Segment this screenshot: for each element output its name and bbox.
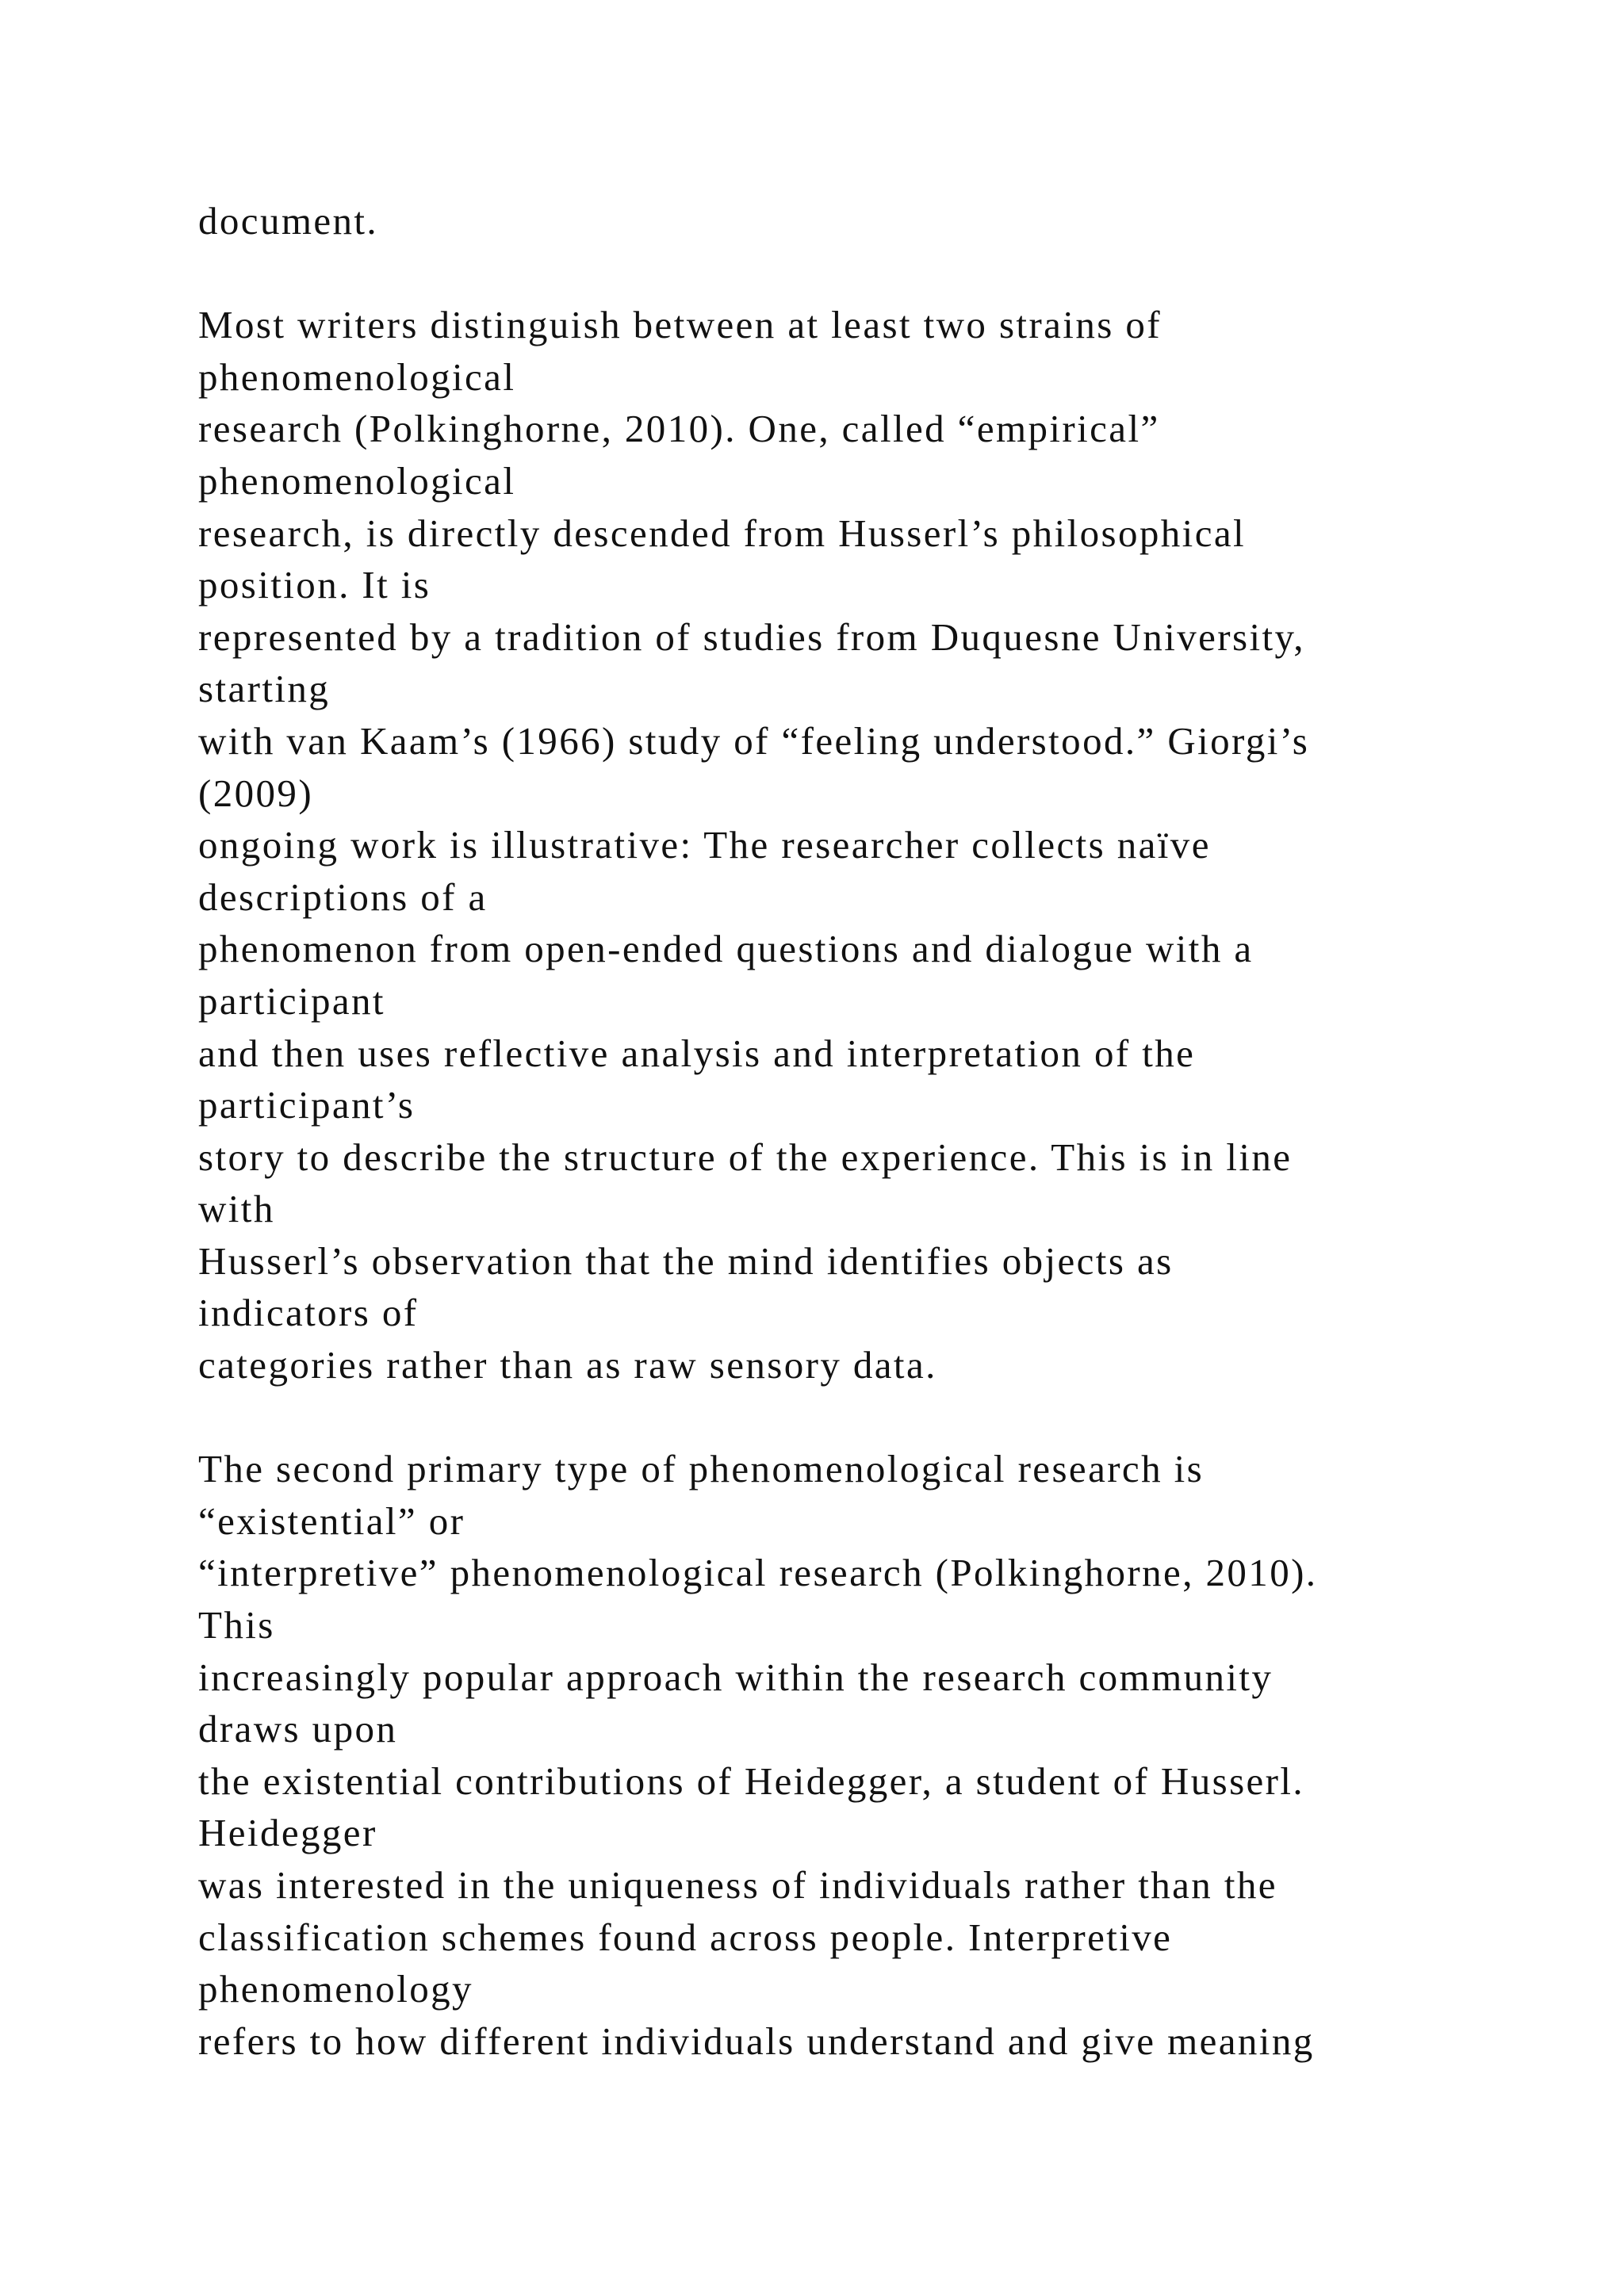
text-line: starting bbox=[198, 667, 331, 711]
text-line: document. bbox=[198, 199, 379, 243]
paragraph-gap bbox=[198, 247, 1562, 300]
text-line: story to describe the structure of the experience. This is in line bbox=[198, 1135, 1293, 1179]
text-line: (2009) bbox=[198, 771, 314, 815]
text-line: research, is directly descended from Husserl’s philosophical bbox=[198, 511, 1247, 555]
text-line: phenomenology bbox=[198, 1967, 473, 2011]
text-line: participant bbox=[198, 978, 385, 1023]
text-line: Most writers distinguish between at least two strains of bbox=[198, 303, 1162, 347]
text-line: with bbox=[198, 1187, 275, 1231]
paragraph bbox=[198, 195, 1562, 247]
text-line: indicators of bbox=[198, 1291, 419, 1335]
text-line: phenomenon from open-ended questions and dialogue with a bbox=[198, 927, 1254, 971]
text-line: phenomenological bbox=[198, 354, 516, 399]
text-line: “existential” or bbox=[198, 1498, 465, 1543]
text-line: categories rather than as raw sensory data. bbox=[198, 1343, 937, 1387]
text-line: classification schemes found across people. Interpretive bbox=[198, 1915, 1173, 1959]
text-line: and then uses reflective analysis and interpretation of the bbox=[198, 1031, 1196, 1075]
text-line: descriptions of a bbox=[198, 874, 488, 919]
text-line: the existential contributions of Heidegger, a student of Husserl. bbox=[198, 1758, 1305, 1803]
text-line: This bbox=[198, 1603, 275, 1647]
text-line: refers to how different individuals understand and give meaning bbox=[198, 2019, 1315, 2063]
paragraph-gap bbox=[198, 1391, 1562, 1444]
text-line: research (Polkinghorne, 2010). One, called “empirical” bbox=[198, 407, 1160, 451]
text-line: was interested in the uniqueness of individuals rather than the bbox=[198, 1863, 1277, 1907]
text-line: with van Kaam’s (1966) study of “feeling understood.” Giorgi’s bbox=[198, 718, 1310, 763]
text-line: draws upon bbox=[198, 1707, 398, 1751]
text-line: ongoing work is illustrative: The researcher collects naïve bbox=[198, 823, 1211, 867]
paragraph bbox=[198, 299, 1562, 1391]
text-line: The second primary type of phenomenological research is bbox=[198, 1447, 1205, 1491]
document-body bbox=[198, 195, 1562, 2067]
text-line: participant’s bbox=[198, 1083, 416, 1127]
text-line: phenomenological bbox=[198, 458, 516, 503]
text-line: represented by a tradition of studies from Duquesne University, bbox=[198, 614, 1305, 659]
text-line: Heidegger bbox=[198, 1811, 377, 1855]
text-line: increasingly popular approach within the research community bbox=[198, 1655, 1274, 1699]
paragraph bbox=[198, 1443, 1562, 2067]
text-line: position. It is bbox=[198, 563, 431, 607]
text-line: “interpretive” phenomenological research (Polkinghorne, 2010). bbox=[198, 1551, 1318, 1595]
text-line: Husserl’s observation that the mind identifies objects as bbox=[198, 1238, 1174, 1283]
